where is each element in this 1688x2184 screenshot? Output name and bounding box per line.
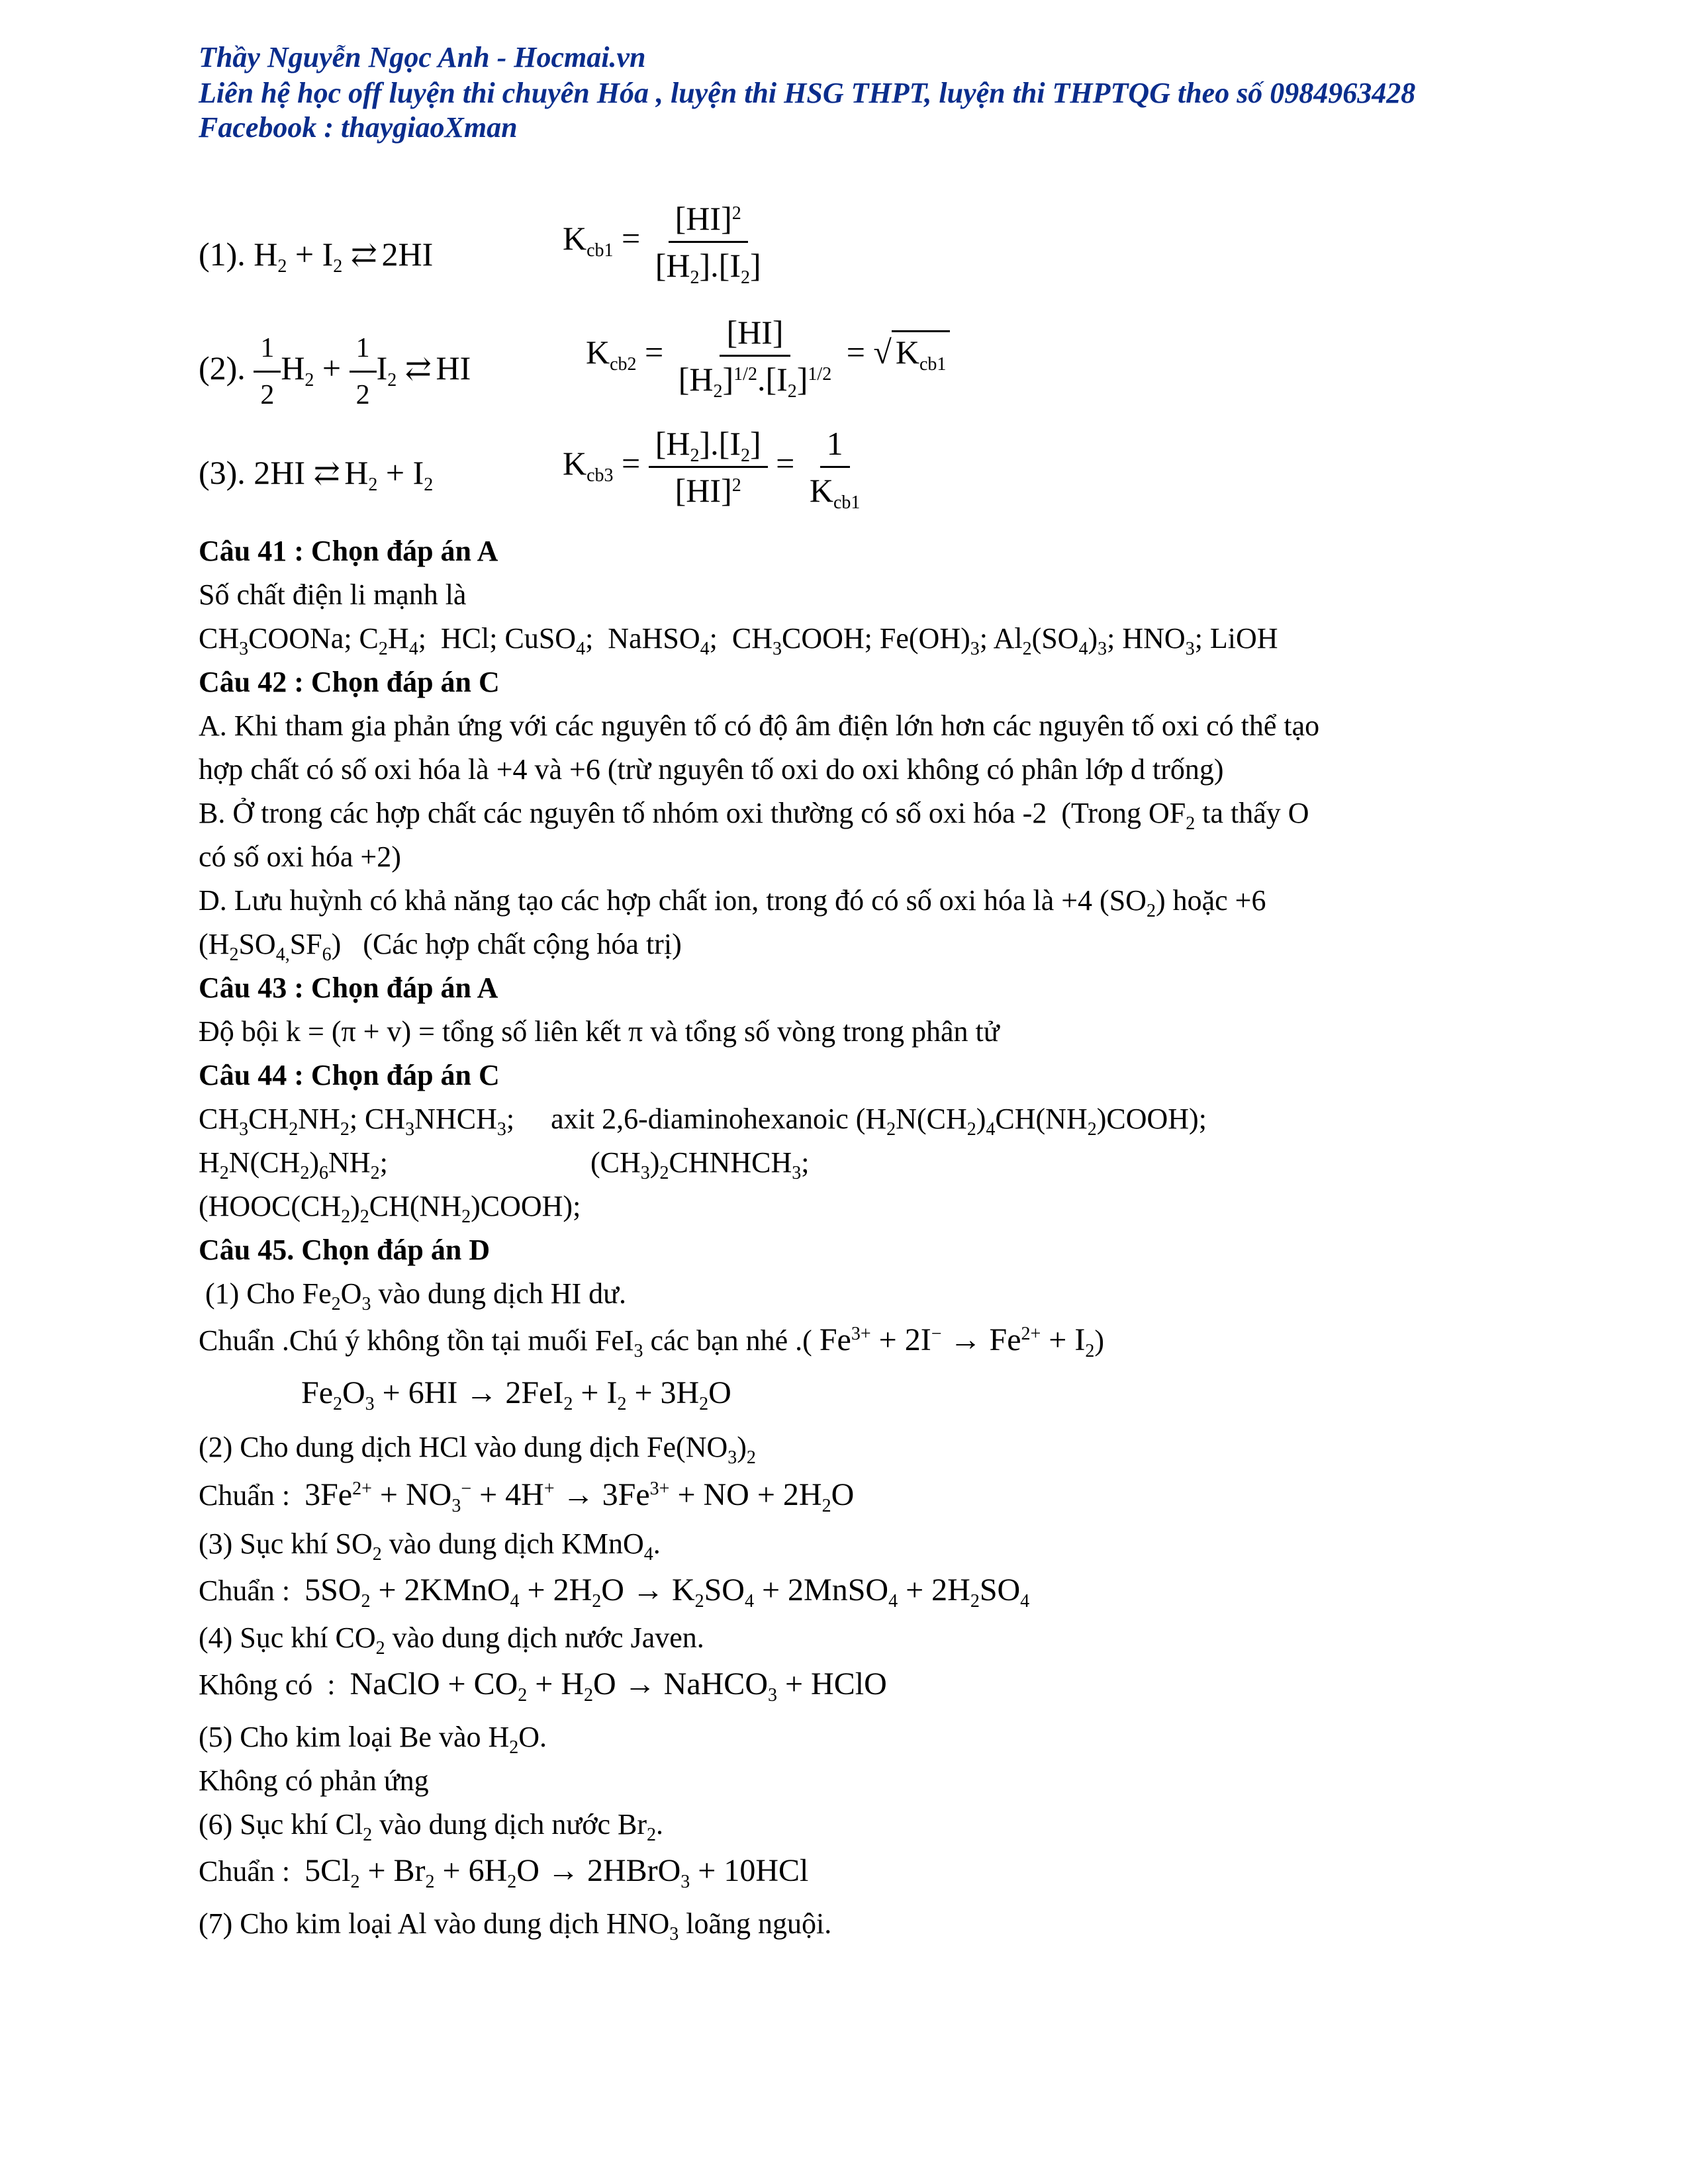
reaction-1-note: Chuẩn .Chú ý không tồn tại muối FeI$_3$ các bạn nhé .( $Fe^{3+} + 2I^- \to Fe^{2+} + I_2$)	[199, 1322, 1105, 1361]
question-42-option-d-text: D. Lưu huỳnh có khả năng tạo các hợp chất ion, trong đó có số oxi hóa là +4 (SO	[199, 884, 1147, 917]
reaction-5-note: Không có phản ứng	[199, 1764, 429, 1797]
question-44-heading: Câu 44 : Chọn đáp án C	[199, 1059, 500, 1091]
reaction-5-title: (5) Cho kim loại Be vào $H_2O$.	[199, 1721, 547, 1758]
question-41-intro: Số chất điện li mạnh là	[199, 578, 467, 611]
question-42-option-d-line2: $(H_2SO_{4,}SF_6)$ (Các hợp chất cộng hóa trị)	[199, 928, 682, 965]
question-44-line3: $(HOOC(CH_2)_2CH(NH_2)COOH)$;	[199, 1190, 581, 1227]
question-45-heading: Câu 45. Chọn đáp án D	[199, 1234, 491, 1266]
equilibrium-3-constant: $K_{cb3}$ = $\frac{[H_2].[I_2]}{[HI]^2}$ = $\frac{1}{K_{cb1}}$	[563, 425, 861, 513]
question-42-option-b-line1: B. Ở trong các hợp chất các nguyên tố nhóm oxi thường có số oxi hóa -2 (Trong $OF_2$ ta thấy O	[199, 797, 1309, 834]
equilibrium-2-reaction: (2). $\frac{1}{2}$ $H_2$ + $\frac{1}{2}$ $I_2$ ⇄ HI	[199, 328, 471, 415]
question-43-heading: Câu 43 : Chọn đáp án A	[199, 972, 498, 1004]
question-42-heading: Câu 42 : Chọn đáp án C	[199, 666, 500, 698]
reaction-6-equation: Chuẩn : $5Cl_2 + Br_2 + 6H_2O$ → 2HBrO$_3$ + 10HCl	[199, 1853, 809, 1892]
question-44-line2-right: $(CH_3)_2CHNHCH_3$;	[590, 1146, 810, 1183]
question-42-option-d-line1: D. Lưu huỳnh có khả năng tạo các hợp chất ion, trong đó có số oxi hóa là +4 $(SO_2)$ hoặc +6	[199, 884, 1266, 921]
reaction-1-equation: $Fe_2O_3 + 6HI \to 2FeI_2 + I_2 + 3H_2O$	[301, 1375, 731, 1414]
question-44-line2-left: $H_2N(CH_2)_6NH_2$;	[199, 1146, 388, 1183]
question-44-line1: $CH_3CH_2NH_2$; $CH_3NHCH_3$; axit 2,6-diaminohexanoic $(H_2N(CH_2)_4CH(NH_2)COOH)$;	[199, 1103, 1207, 1140]
reaction-3-title: (3) Sục khí $SO_2$ vào dung dịch KMnO$_4$.	[199, 1527, 661, 1565]
reaction-6-title: (6) Sục khí $Cl_2$ vào dung dịch nước $Br_2$.	[199, 1808, 664, 1845]
question-42-option-a-line2: hợp chất có số oxi hóa là +4 và +6 (trừ nguyên tố oxi do oxi không có phân lớp d trống)	[199, 753, 1224, 786]
reaction-4-title: (4) Sục khí $CO_2$ vào dung dịch nước Javen.	[199, 1621, 704, 1659]
header-contact: Liên hệ học off luyện thi chuyên Hóa , luyện thi HSG THPT, luyện thi THPTQG theo số 0984963428	[199, 77, 1416, 109]
reaction-1-title: (1) Cho $Fe_2O_3$ vào dung dịch HI dư.	[205, 1277, 626, 1314]
reaction-4-equation: Không có : NaClO + $CO_2 + H_2O$ → NaHCO$_3$ + HClO	[199, 1666, 887, 1706]
question-42-option-a-line1: A. Khi tham gia phản ứng với các nguyên tố có độ âm điện lớn hơn các nguyên tố oxi có thể tạo	[199, 709, 1320, 742]
header-author: Thầy Nguyễn Ngọc Anh - Hocmai.vn	[199, 41, 646, 73]
equilibrium-2-constant: $K_{cb2}$ = $\frac{[HI]}{[H_2]^{1/2}.[I_2]^{1/2}}$ = √ $K_{cb1}$	[586, 312, 950, 399]
reaction-2-title: (2) Cho dung dịch HCl vào dung dịch $Fe(NO_3)_2$	[199, 1431, 756, 1468]
reaction-2-equation: Chuẩn : $3Fe^{2+} + NO_3^- + 4H^+ \to 3Fe^{3+}$ + NO + $2H_2O$	[199, 1477, 855, 1516]
question-41-compounds: $CH_3COONa$; $C_2H_4$; HCl; CuSO$_4$; NaHSO$_4$; $CH_3COOH$; $Fe(OH)_3$; $Al_2(SO_4)_3$; $HNO_3$; LiOH	[199, 622, 1278, 659]
question-43-explanation: Độ bội k = (π + v) = tổng số liên kết π và tổng số vòng trong phân tử	[199, 1015, 1000, 1048]
equilibrium-1-reaction: (1). $H_2 + I_2$ ⇄ 2HI	[199, 236, 434, 277]
question-42-option-b-line2: có số oxi hóa +2)	[199, 841, 401, 873]
equilibrium-3-reaction: (3). 2HI ⇄ $H_2 + I_2$	[199, 454, 434, 495]
reaction-7-title: (7) Cho kim loại Al vào dung dịch $HNO_3$ loãng nguội.	[199, 1907, 832, 1944]
equilibrium-1-constant: $K_{cb1}$ = $\frac{[HI]^2}{[H_2].[I_2]}$	[563, 200, 761, 288]
question-41-heading: Câu 41 : Chọn đáp án A	[199, 535, 498, 567]
reaction-3-equation: Chuẩn : $5SO_2$ + 2KMnO$_4$ + $2H_2O \to K_2SO_4$ + 2MnSO$_4$ + $2H_2SO_4$	[199, 1572, 1030, 1612]
header-facebook: Facebook : thaygiaoXman	[199, 111, 518, 144]
